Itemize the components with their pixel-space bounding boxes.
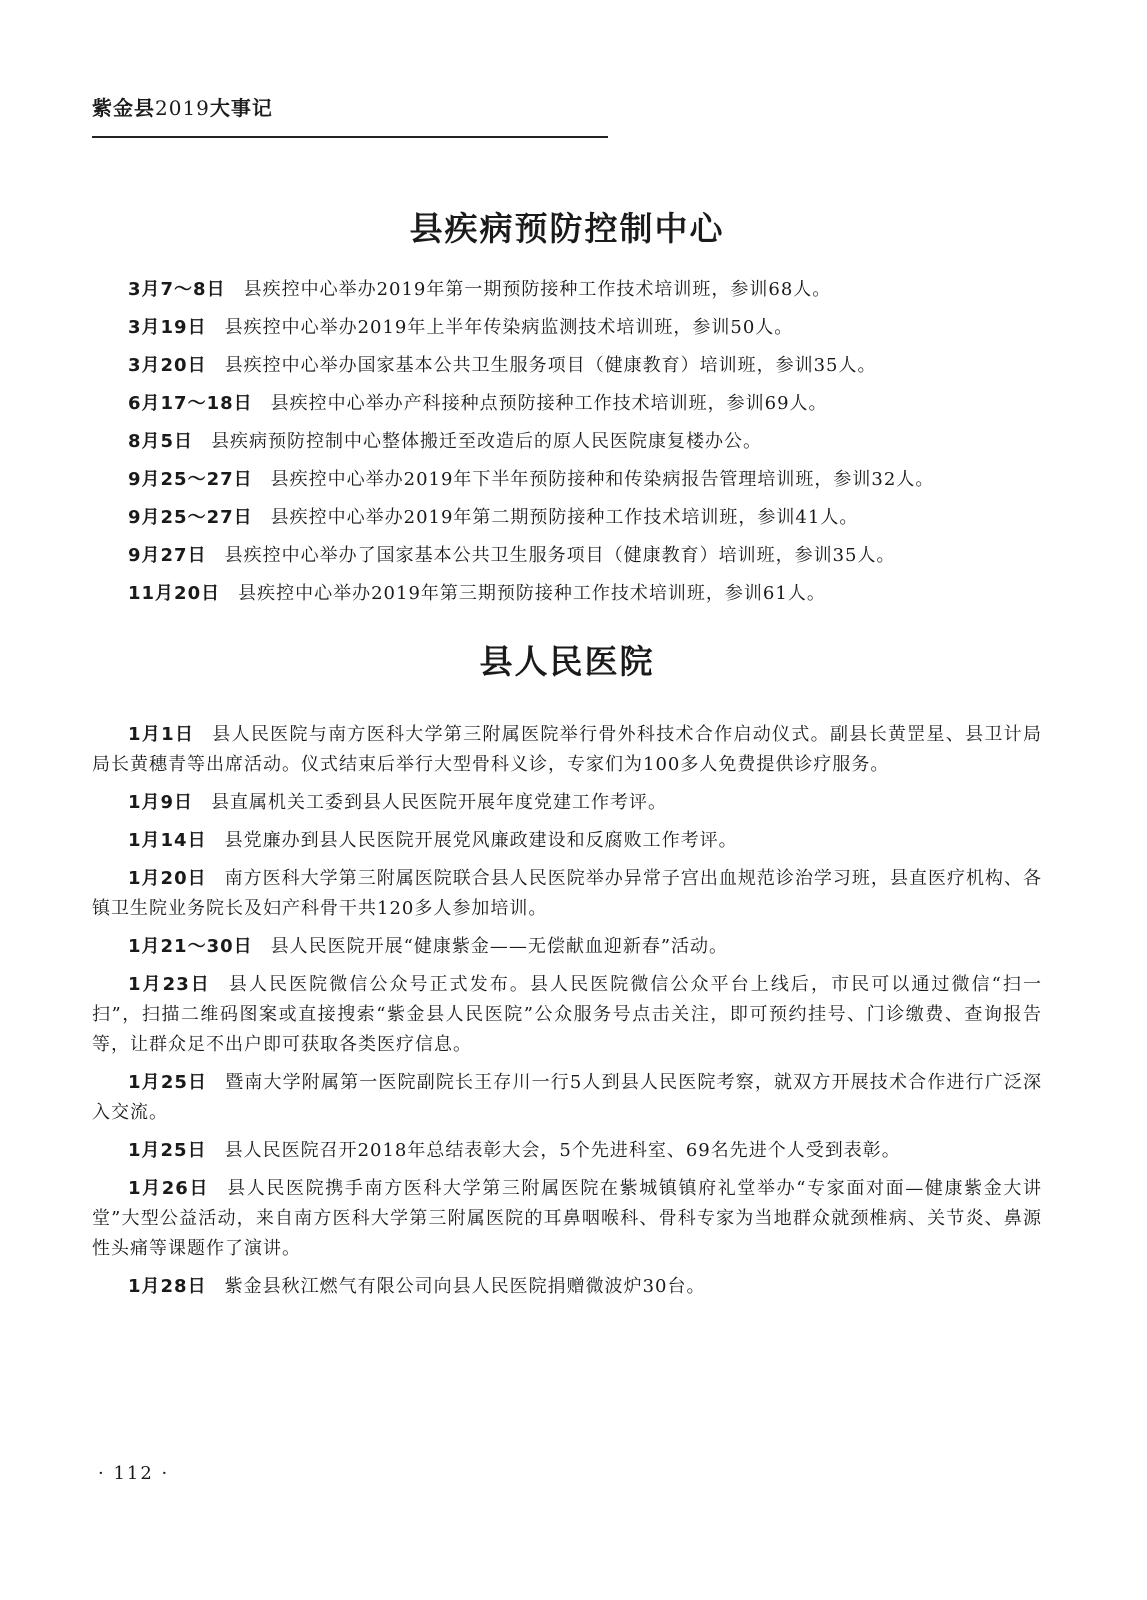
running-header-county: 紫金县: [92, 96, 155, 120]
entry-text: 县疾控中心举办国家基本公共卫生服务项目（健康教育）培训班，参训35人。: [224, 355, 877, 376]
entry-date: 1月14日: [128, 830, 207, 851]
chronicle-entry: [92, 579, 1042, 609]
entry-text: 县疾控中心举办2019年下半年预防接种和传染病报告管理培训班，参训32人。: [270, 469, 935, 490]
chronicle-entry: [92, 275, 1042, 305]
entry-date: 1月21～30日: [128, 936, 253, 957]
chronicle-entry: [92, 1174, 1042, 1264]
entry-text: 南方医科大学第三附属医院联合县人民医院举办异常子宫出血规范诊治学习班，县直医疗机构、各镇卫生院业务院长及妇产科骨干共120多人参加培训。: [92, 868, 1043, 919]
entry-text: 紫金县秋江燃气有限公司向县人民医院捐赠微波炉30台。: [224, 1276, 706, 1297]
entry-date: 1月26日: [128, 1178, 210, 1199]
entry-text: 县疾控中心举办2019年第一期预防接种工作技术培训班，参训68人。: [243, 279, 832, 300]
entry-text: 县人民医院与南方医科大学第三附属医院举行骨外科技术合作启动仪式。副县长黄罡星、县卫计局局长黄穗青等出席活动。仪式结束后举行大型骨科义诊，专家们为100多人免费提供诊疗服务。: [92, 724, 1042, 775]
entry-date: 9月27日: [128, 545, 207, 566]
header-rule: [92, 136, 608, 138]
chronicle-entry: [92, 720, 1042, 780]
entry-text: 县人民医院微信公众号正式发布。县人民医院微信公众平台上线后，市民可以通过微信“扫一扫”，扫描二维码图案或直接搜索“紫金县人民医院”公众服务号点击关注，即可预约挂号、门诊缴费、查询报告等，让群众足不出户即可获取各类医疗信息。: [92, 974, 1042, 1055]
chronicle-entry: [92, 503, 1042, 533]
entry-date: 1月23日: [128, 974, 211, 995]
entry-date: 6月17～18日: [128, 393, 253, 414]
entry-text: 县人民医院携手南方医科大学第三附属医院在紫城镇镇府礼堂举办“专家面对面—健康紫金大讲堂”大型公益活动，来自南方医科大学第三附属医院的耳鼻咽喉科、骨科专家为当地群众就颈椎病、关节炎、鼻源性头痛等课题作了演讲。: [92, 1178, 1043, 1259]
chronicle-entry: [92, 313, 1042, 343]
entry-text: 暨南大学附属第一医院副院长王存川一行5人到县人民医院考察，就双方开展技术合作进行广泛深入交流。: [92, 1072, 1042, 1123]
chronicle-entry: [92, 351, 1042, 381]
entry-text: 县疾控中心举办2019年第三期预防接种工作技术培训班，参训61人。: [238, 583, 826, 604]
chronicle-entry: [92, 465, 1042, 495]
section-title-hospital: 县人民医院: [479, 642, 655, 681]
entry-date: 9月25～27日: [128, 507, 253, 528]
entry-date: 1月28日: [128, 1276, 207, 1297]
entry-date: 1月9日: [128, 792, 194, 813]
entry-text: 县党廉办到县人民医院开展党风廉政建设和反腐败工作考评。: [224, 830, 738, 851]
chronicle-entry: [92, 389, 1042, 419]
entry-date: 3月19日: [128, 317, 207, 338]
entry-text: 县疾控中心举办产科接种点预防接种工作技术培训班，参训69人。: [270, 393, 828, 414]
entry-date: 1月25日: [128, 1140, 207, 1161]
entry-text: 县疾控中心举办2019年上半年传染病监测技术培训班，参训50人。: [224, 317, 794, 338]
entry-date: 8月5日: [128, 431, 194, 452]
entry-date: 9月25～27日: [128, 469, 253, 490]
entry-date: 3月7～8日: [128, 279, 226, 300]
running-header-year: 2019: [155, 96, 210, 120]
entry-date: 11月20日: [128, 583, 221, 604]
chronicle-entry: [92, 541, 1042, 571]
entry-text: 县疾病预防控制中心整体搬迁至改造后的原人民医院康复楼办公。: [211, 431, 763, 452]
entry-date: 3月20日: [128, 355, 207, 376]
entry-text: 县疾控中心举办2019年第二期预防接种工作技术培训班，参训41人。: [270, 507, 859, 528]
section-title-cdc: 县疾病预防控制中心: [409, 209, 725, 248]
running-header-suffix: 大事记: [209, 96, 273, 120]
chronicle-entry: [92, 1068, 1042, 1128]
section-cdc-entries: [92, 275, 1042, 609]
chronicle-entry: [92, 826, 1042, 856]
chronicle-entry: [92, 864, 1042, 924]
section-hospital-entries: [92, 720, 1042, 1302]
page-body: [92, 186, 1042, 1310]
running-header: [92, 92, 273, 121]
entry-date: 1月20日: [128, 868, 207, 889]
entry-text: 县直属机关工委到县人民医院开展年度党建工作考评。: [211, 792, 668, 813]
chronicle-entry: [92, 1272, 1042, 1302]
entry-text: 县疾控中心举办了国家基本公共卫生服务项目（健康教育）培训班，参训35人。: [224, 545, 896, 566]
chronicle-entry: [92, 788, 1042, 818]
chronicle-entry: [92, 427, 1042, 457]
chronicle-entry: [92, 932, 1042, 962]
chronicle-entry: [92, 970, 1042, 1060]
entry-date: 1月1日: [128, 724, 195, 745]
chronicle-entry: [92, 1136, 1042, 1166]
entry-date: 1月25日: [128, 1072, 208, 1093]
page-number: · 112 ·: [98, 1463, 170, 1484]
entry-text: 县人民医院开展“健康紫金——无偿献血迎新春”活动。: [270, 936, 729, 957]
entry-text: 县人民医院召开2018年总结表彰大会，5个先进科室、69名先进个人受到表彰。: [224, 1140, 901, 1161]
